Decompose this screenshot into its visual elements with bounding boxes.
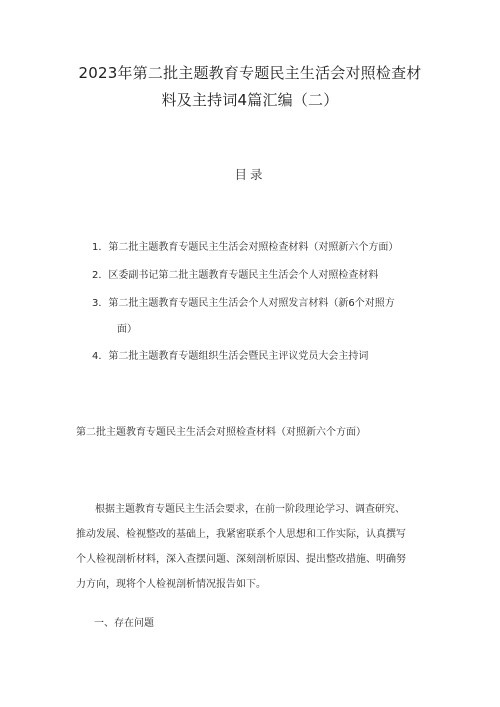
toc-item-3: 3．第二批主题教育专题民主生活会个人对照发言材料（新6个对照方 — [92, 298, 395, 309]
toc-heading: 目录 — [234, 167, 266, 182]
toc-item-3-continuation: 面） — [117, 324, 137, 335]
paragraph-line-4: 力方向，现将个人检视剖析情况报告如下。 — [76, 579, 266, 590]
section-title: 第二批主题教育专题民主生活会对照检查材料（对照新六个方面） — [76, 427, 366, 438]
subsection-heading: 一、存在问题 — [94, 618, 154, 629]
toc-item-1: 1．第二批主题教育专题民主生活会对照检查材料（对照新六个方面） — [92, 242, 399, 253]
paragraph-line-1: 根据主题教育专题民主生活会要求，在前一阶段理论学习、调查研究、 — [95, 504, 405, 515]
document-title-line-2: 料及主持词4篇汇编（二） — [161, 91, 339, 109]
toc-item-2: 2．区委副书记第二批主题教育专题民主生活会个人对照检查材料 — [92, 270, 379, 281]
paragraph-line-2: 推动发展、检视整改的基础上，我紧密联系个人思想和工作实际，认真撰写 — [76, 529, 406, 540]
toc-item-4: 4．第二批主题教育专题组织生活会暨民主评议党员大会主持词 — [92, 351, 369, 362]
paragraph-line-3: 个人检视剖析材料，深入查摆问题、深刻剖析原因、提出整改措施、明确努 — [76, 554, 406, 565]
document-title-line-1: 2023年第二批主题教育专题民主生活会对照检查材 — [78, 64, 422, 82]
